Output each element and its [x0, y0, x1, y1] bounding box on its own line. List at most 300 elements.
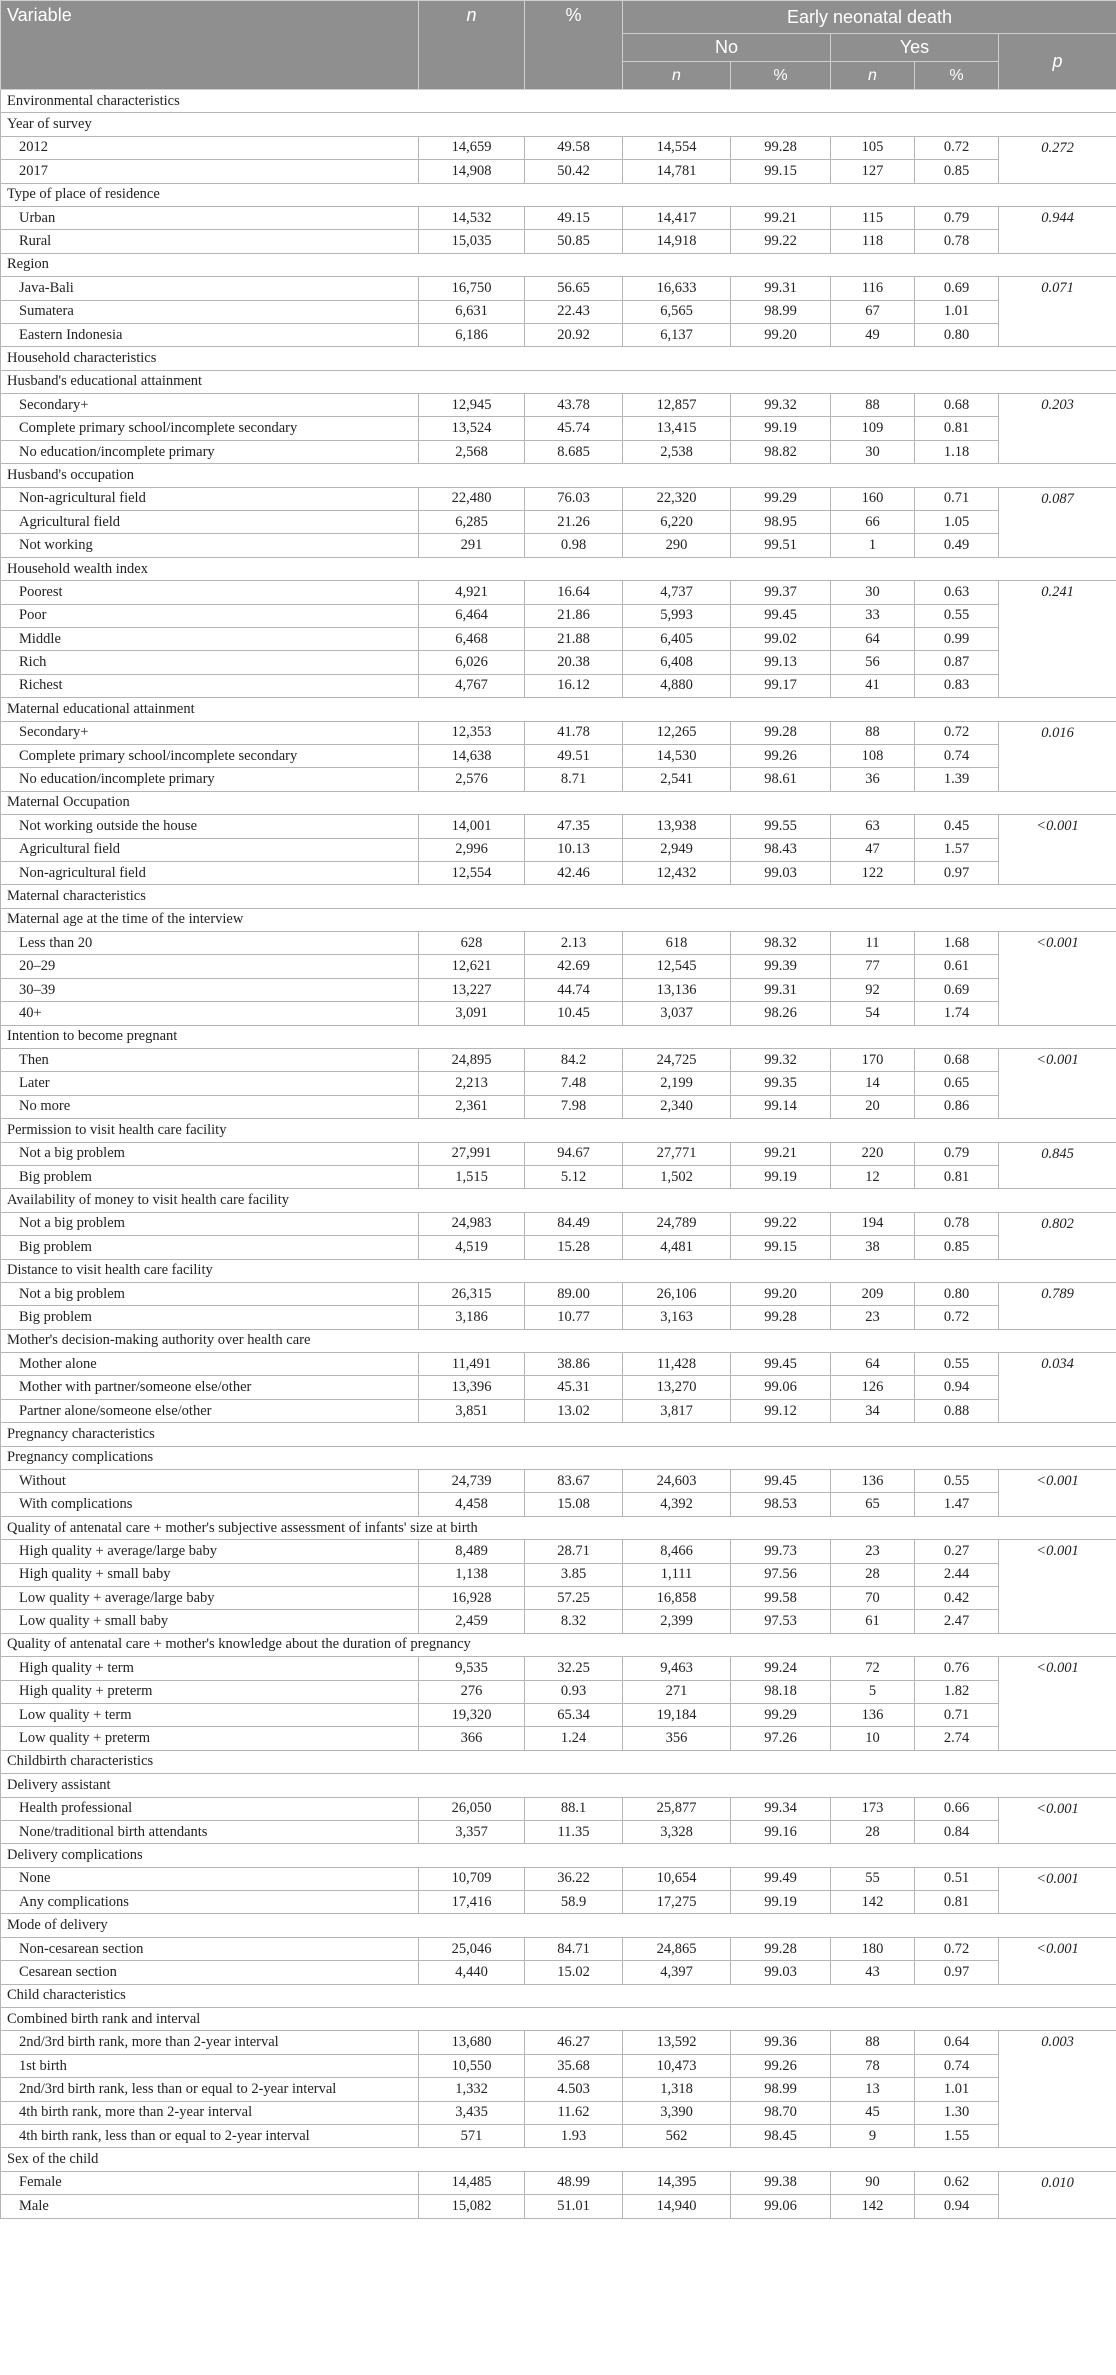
total-n: 571	[419, 2124, 525, 2147]
no-pct: 99.31	[731, 277, 831, 300]
total-pct: 0.98	[525, 534, 623, 557]
row-label: Low quality + term	[1, 1703, 419, 1726]
table-row	[1, 2078, 1116, 2101]
yes-pct: 1.55	[915, 2124, 999, 2147]
yes-n: 70	[831, 1587, 915, 1610]
group-row	[1, 2008, 1116, 2031]
yes-n: 88	[831, 2031, 915, 2054]
total-pct: 21.88	[525, 627, 623, 650]
row-label: High quality + preterm	[1, 1680, 419, 1703]
group-title: Husband's occupation	[1, 464, 1116, 487]
total-pct: 84.2	[525, 1049, 623, 1072]
group-title: Delivery assistant	[1, 1774, 1116, 1797]
section-row	[1, 90, 1116, 113]
no-pct: 99.28	[731, 1306, 831, 1329]
yes-n: 173	[831, 1797, 915, 1820]
no-pct: 99.02	[731, 627, 831, 650]
yes-n: 45	[831, 2101, 915, 2124]
yes-n: 142	[831, 1891, 915, 1914]
row-label: Not a big problem	[1, 1282, 419, 1305]
group-title: Intention to become pregnant	[1, 1025, 1116, 1048]
yes-pct: 1.05	[915, 511, 999, 534]
yes-n: 88	[831, 394, 915, 417]
total-pct: 21.26	[525, 511, 623, 534]
yes-pct: 1.01	[915, 2078, 999, 2101]
row-label: No education/incomplete primary	[1, 768, 419, 791]
total-pct: 47.35	[525, 815, 623, 838]
no-pct: 98.99	[731, 2078, 831, 2101]
row-label: 4th birth rank, more than 2-year interval	[1, 2101, 419, 2124]
header-yes-n: n	[831, 62, 915, 90]
no-n: 17,275	[623, 1891, 731, 1914]
table-row	[1, 2054, 1116, 2077]
yes-pct: 0.42	[915, 1587, 999, 1610]
total-n: 1,138	[419, 1563, 525, 1586]
p-value: 0.789	[999, 1282, 1116, 1329]
yes-n: 126	[831, 1376, 915, 1399]
no-n: 8,466	[623, 1540, 731, 1563]
total-n: 14,532	[419, 206, 525, 229]
yes-pct: 0.69	[915, 978, 999, 1001]
no-pct: 99.15	[731, 1236, 831, 1259]
group-row	[1, 1914, 1116, 1937]
section-title: Childbirth characteristics	[1, 1750, 1116, 1773]
table-row	[1, 277, 1116, 300]
no-n: 12,265	[623, 721, 731, 744]
total-n: 1,332	[419, 2078, 525, 2101]
total-pct: 8.71	[525, 768, 623, 791]
no-n: 4,481	[623, 1236, 731, 1259]
header-yes-pct: %	[915, 62, 999, 90]
total-pct: 16.12	[525, 674, 623, 697]
total-pct: 10.45	[525, 1002, 623, 1025]
row-label: Without	[1, 1470, 419, 1493]
row-label: Mother with partner/someone else/other	[1, 1376, 419, 1399]
no-n: 13,938	[623, 815, 731, 838]
total-pct: 11.35	[525, 1820, 623, 1843]
total-n: 6,026	[419, 651, 525, 674]
no-n: 3,817	[623, 1399, 731, 1422]
p-value: <0.001	[999, 1049, 1116, 1119]
total-n: 14,485	[419, 2171, 525, 2194]
no-n: 13,270	[623, 1376, 731, 1399]
total-pct: 8.32	[525, 1610, 623, 1633]
no-n: 13,136	[623, 978, 731, 1001]
total-n: 14,001	[419, 815, 525, 838]
yes-n: 115	[831, 206, 915, 229]
p-value: 0.944	[999, 206, 1116, 253]
yes-pct: 0.78	[915, 1212, 999, 1235]
no-n: 24,725	[623, 1049, 731, 1072]
yes-n: 78	[831, 2054, 915, 2077]
total-n: 291	[419, 534, 525, 557]
yes-n: 66	[831, 511, 915, 534]
table-row	[1, 838, 1116, 861]
yes-pct: 2.74	[915, 1727, 999, 1750]
group-title: Husband's educational attainment	[1, 370, 1116, 393]
no-n: 11,428	[623, 1353, 731, 1376]
table-row	[1, 978, 1116, 1001]
no-pct: 98.82	[731, 440, 831, 463]
yes-n: 88	[831, 721, 915, 744]
yes-pct: 0.84	[915, 1820, 999, 1843]
header-pct: %	[525, 1, 623, 90]
yes-n: 170	[831, 1049, 915, 1072]
no-pct: 99.28	[731, 721, 831, 744]
total-n: 2,576	[419, 768, 525, 791]
yes-pct: 0.97	[915, 861, 999, 884]
total-n: 11,491	[419, 1353, 525, 1376]
yes-pct: 1.74	[915, 1002, 999, 1025]
section-title: Pregnancy characteristics	[1, 1423, 1116, 1446]
yes-n: 30	[831, 440, 915, 463]
total-pct: 10.77	[525, 1306, 623, 1329]
no-n: 1,318	[623, 2078, 731, 2101]
group-row	[1, 1189, 1116, 1212]
yes-pct: 0.55	[915, 1353, 999, 1376]
total-n: 9,535	[419, 1657, 525, 1680]
no-pct: 97.53	[731, 1610, 831, 1633]
group-title: Mode of delivery	[1, 1914, 1116, 1937]
no-pct: 97.56	[731, 1563, 831, 1586]
no-pct: 99.26	[731, 2054, 831, 2077]
table-row	[1, 1657, 1116, 1680]
no-n: 24,789	[623, 1212, 731, 1235]
total-n: 4,458	[419, 1493, 525, 1516]
yes-pct: 0.79	[915, 1142, 999, 1165]
yes-pct: 0.63	[915, 581, 999, 604]
no-n: 3,037	[623, 1002, 731, 1025]
no-n: 6,405	[623, 627, 731, 650]
row-label: Not working	[1, 534, 419, 557]
no-pct: 99.36	[731, 2031, 831, 2054]
row-label: 1st birth	[1, 2054, 419, 2077]
header-no-pct: %	[731, 62, 831, 90]
total-n: 16,928	[419, 1587, 525, 1610]
no-n: 16,633	[623, 277, 731, 300]
no-n: 4,392	[623, 1493, 731, 1516]
p-value: 0.845	[999, 1142, 1116, 1189]
total-pct: 10.13	[525, 838, 623, 861]
row-label: Sumatera	[1, 300, 419, 323]
total-n: 14,908	[419, 160, 525, 183]
yes-pct: 1.01	[915, 300, 999, 323]
row-label: Richest	[1, 674, 419, 697]
table-row	[1, 1470, 1116, 1493]
yes-n: 54	[831, 1002, 915, 1025]
total-pct: 5.12	[525, 1165, 623, 1188]
row-label: 30–39	[1, 978, 419, 1001]
yes-pct: 0.94	[915, 2195, 999, 2218]
total-pct: 13.02	[525, 1399, 623, 1422]
table-row	[1, 815, 1116, 838]
table-row	[1, 1376, 1116, 1399]
row-label: Female	[1, 2171, 419, 2194]
row-label: 4th birth rank, less than or equal to 2-year interval	[1, 2124, 419, 2147]
yes-n: 55	[831, 1867, 915, 1890]
table-row	[1, 2031, 1116, 2054]
yes-n: 105	[831, 136, 915, 159]
yes-n: 20	[831, 1095, 915, 1118]
yes-pct: 0.86	[915, 1095, 999, 1118]
table-row	[1, 1703, 1116, 1726]
group-title: Sex of the child	[1, 2148, 1116, 2171]
total-n: 22,480	[419, 487, 525, 510]
yes-n: 1	[831, 534, 915, 557]
yes-n: 10	[831, 1727, 915, 1750]
no-pct: 99.45	[731, 1353, 831, 1376]
row-label: Less than 20	[1, 932, 419, 955]
total-n: 366	[419, 1727, 525, 1750]
total-n: 13,396	[419, 1376, 525, 1399]
no-n: 13,415	[623, 417, 731, 440]
yes-pct: 0.71	[915, 1703, 999, 1726]
no-n: 5,993	[623, 604, 731, 627]
total-n: 3,091	[419, 1002, 525, 1025]
row-label: High quality + term	[1, 1657, 419, 1680]
no-n: 26,106	[623, 1282, 731, 1305]
row-label: Non-cesarean section	[1, 1937, 419, 1960]
no-pct: 97.26	[731, 1727, 831, 1750]
row-label: Rich	[1, 651, 419, 674]
section-title: Household characteristics	[1, 347, 1116, 370]
group-row	[1, 1119, 1116, 1142]
group-title: Maternal Occupation	[1, 791, 1116, 814]
yes-pct: 0.68	[915, 1049, 999, 1072]
no-pct: 99.35	[731, 1072, 831, 1095]
header-p: p	[999, 34, 1116, 90]
yes-pct: 0.97	[915, 1961, 999, 1984]
no-n: 9,463	[623, 1657, 731, 1680]
no-n: 6,408	[623, 651, 731, 674]
table-row	[1, 300, 1116, 323]
table-row	[1, 1049, 1116, 1072]
table-row	[1, 674, 1116, 697]
total-pct: 48.99	[525, 2171, 623, 2194]
yes-n: 108	[831, 744, 915, 767]
p-value: <0.001	[999, 932, 1116, 1026]
total-n: 8,489	[419, 1540, 525, 1563]
no-n: 6,565	[623, 300, 731, 323]
group-row	[1, 1446, 1116, 1469]
table-row	[1, 1095, 1116, 1118]
total-pct: 49.51	[525, 744, 623, 767]
p-value: <0.001	[999, 815, 1116, 885]
table-row	[1, 1937, 1116, 1960]
no-pct: 99.38	[731, 2171, 831, 2194]
no-pct: 99.20	[731, 1282, 831, 1305]
no-n: 6,220	[623, 511, 731, 534]
group-title: Combined birth rank and interval	[1, 2008, 1116, 2031]
no-pct: 98.61	[731, 768, 831, 791]
yes-n: 209	[831, 1282, 915, 1305]
yes-pct: 0.81	[915, 417, 999, 440]
yes-pct: 2.44	[915, 1563, 999, 1586]
table-row	[1, 206, 1116, 229]
group-title: Availability of money to visit health care facility	[1, 1189, 1116, 1212]
yes-n: 49	[831, 323, 915, 346]
table-row	[1, 440, 1116, 463]
yes-pct: 0.69	[915, 277, 999, 300]
no-n: 271	[623, 1680, 731, 1703]
no-pct: 99.12	[731, 1399, 831, 1422]
p-value: <0.001	[999, 1470, 1116, 1517]
row-label: With complications	[1, 1493, 419, 1516]
table-row	[1, 1353, 1116, 1376]
no-pct: 98.26	[731, 1002, 831, 1025]
p-value: 0.003	[999, 2031, 1116, 2148]
row-label: Big problem	[1, 1165, 419, 1188]
row-label: Then	[1, 1049, 419, 1072]
table-row	[1, 1797, 1116, 1820]
total-pct: 15.28	[525, 1236, 623, 1259]
no-pct: 99.28	[731, 136, 831, 159]
yes-pct: 0.94	[915, 1376, 999, 1399]
total-pct: 38.86	[525, 1353, 623, 1376]
table-row	[1, 581, 1116, 604]
row-label: Non-agricultural field	[1, 487, 419, 510]
row-label: Poorest	[1, 581, 419, 604]
no-pct: 99.45	[731, 1470, 831, 1493]
table-row	[1, 768, 1116, 791]
table-row	[1, 651, 1116, 674]
no-pct: 99.58	[731, 1587, 831, 1610]
yes-pct: 0.81	[915, 1891, 999, 1914]
table-row	[1, 1002, 1116, 1025]
yes-n: 64	[831, 1353, 915, 1376]
yes-pct: 1.57	[915, 838, 999, 861]
total-pct: 56.65	[525, 277, 623, 300]
total-pct: 1.24	[525, 1727, 623, 1750]
row-label: 2nd/3rd birth rank, more than 2-year interval	[1, 2031, 419, 2054]
row-label: Not working outside the house	[1, 815, 419, 838]
yes-n: 12	[831, 1165, 915, 1188]
yes-n: 118	[831, 230, 915, 253]
yes-n: 9	[831, 2124, 915, 2147]
table-row	[1, 1563, 1116, 1586]
group-row	[1, 113, 1116, 136]
table-row	[1, 1399, 1116, 1422]
row-label: Low quality + preterm	[1, 1727, 419, 1750]
yes-n: 77	[831, 955, 915, 978]
total-pct: 83.67	[525, 1470, 623, 1493]
group-row	[1, 1844, 1116, 1867]
row-label: Eastern Indonesia	[1, 323, 419, 346]
row-label: Not a big problem	[1, 1142, 419, 1165]
yes-pct: 0.85	[915, 160, 999, 183]
total-pct: 20.92	[525, 323, 623, 346]
total-pct: 4.503	[525, 2078, 623, 2101]
table-row	[1, 2124, 1116, 2147]
total-n: 19,320	[419, 1703, 525, 1726]
row-label: Mother alone	[1, 1353, 419, 1376]
yes-pct: 0.88	[915, 1399, 999, 1422]
yes-pct: 0.65	[915, 1072, 999, 1095]
table-row	[1, 1610, 1116, 1633]
p-value: 0.071	[999, 277, 1116, 347]
total-pct: 46.27	[525, 2031, 623, 2054]
no-n: 1,502	[623, 1165, 731, 1188]
group-row	[1, 370, 1116, 393]
total-pct: 1.93	[525, 2124, 623, 2147]
yes-pct: 0.81	[915, 1165, 999, 1188]
no-pct: 99.17	[731, 674, 831, 697]
yes-pct: 0.61	[915, 955, 999, 978]
yes-n: 64	[831, 627, 915, 650]
total-n: 27,991	[419, 1142, 525, 1165]
total-n: 26,050	[419, 1797, 525, 1820]
table-row	[1, 511, 1116, 534]
total-pct: 65.34	[525, 1703, 623, 1726]
table-body	[1, 90, 1116, 2219]
p-value: 0.203	[999, 394, 1116, 464]
no-n: 14,530	[623, 744, 731, 767]
no-n: 4,397	[623, 1961, 731, 1984]
total-pct: 50.42	[525, 160, 623, 183]
no-n: 24,603	[623, 1470, 731, 1493]
total-pct: 15.02	[525, 1961, 623, 1984]
total-n: 16,750	[419, 277, 525, 300]
table-row	[1, 1493, 1116, 1516]
no-pct: 99.19	[731, 1891, 831, 1914]
table-row	[1, 136, 1116, 159]
group-row	[1, 253, 1116, 276]
no-pct: 99.45	[731, 604, 831, 627]
table-row	[1, 1212, 1116, 1235]
total-n: 2,213	[419, 1072, 525, 1095]
total-pct: 51.01	[525, 2195, 623, 2218]
total-pct: 42.69	[525, 955, 623, 978]
table-row	[1, 160, 1116, 183]
no-pct: 99.06	[731, 1376, 831, 1399]
yes-pct: 0.80	[915, 323, 999, 346]
row-label: Secondary+	[1, 721, 419, 744]
no-n: 14,940	[623, 2195, 731, 2218]
no-pct: 99.03	[731, 1961, 831, 1984]
row-label: Rural	[1, 230, 419, 253]
p-value: 0.272	[999, 136, 1116, 183]
total-n: 25,046	[419, 1937, 525, 1960]
yes-pct: 0.87	[915, 651, 999, 674]
group-row	[1, 908, 1116, 931]
row-label: Non-agricultural field	[1, 861, 419, 884]
yes-pct: 1.47	[915, 1493, 999, 1516]
no-pct: 99.15	[731, 160, 831, 183]
p-value: <0.001	[999, 1797, 1116, 1844]
table-row	[1, 932, 1116, 955]
table-row	[1, 2101, 1116, 2124]
table-row	[1, 1587, 1116, 1610]
total-n: 13,680	[419, 2031, 525, 2054]
table-row	[1, 394, 1116, 417]
group-title: Distance to visit health care facility	[1, 1259, 1116, 1282]
yes-pct: 0.72	[915, 1306, 999, 1329]
total-pct: 0.93	[525, 1680, 623, 1703]
row-label: Male	[1, 2195, 419, 2218]
yes-pct: 0.74	[915, 744, 999, 767]
no-n: 14,395	[623, 2171, 731, 2194]
table-row	[1, 1282, 1116, 1305]
header-early-neonatal-death: Early neonatal death	[623, 1, 1116, 34]
row-label: Agricultural field	[1, 511, 419, 534]
row-label: Complete primary school/incomplete secondary	[1, 744, 419, 767]
no-n: 14,918	[623, 230, 731, 253]
total-n: 12,353	[419, 721, 525, 744]
total-n: 24,739	[419, 1470, 525, 1493]
no-pct: 98.53	[731, 1493, 831, 1516]
total-pct: 45.31	[525, 1376, 623, 1399]
row-label: Poor	[1, 604, 419, 627]
